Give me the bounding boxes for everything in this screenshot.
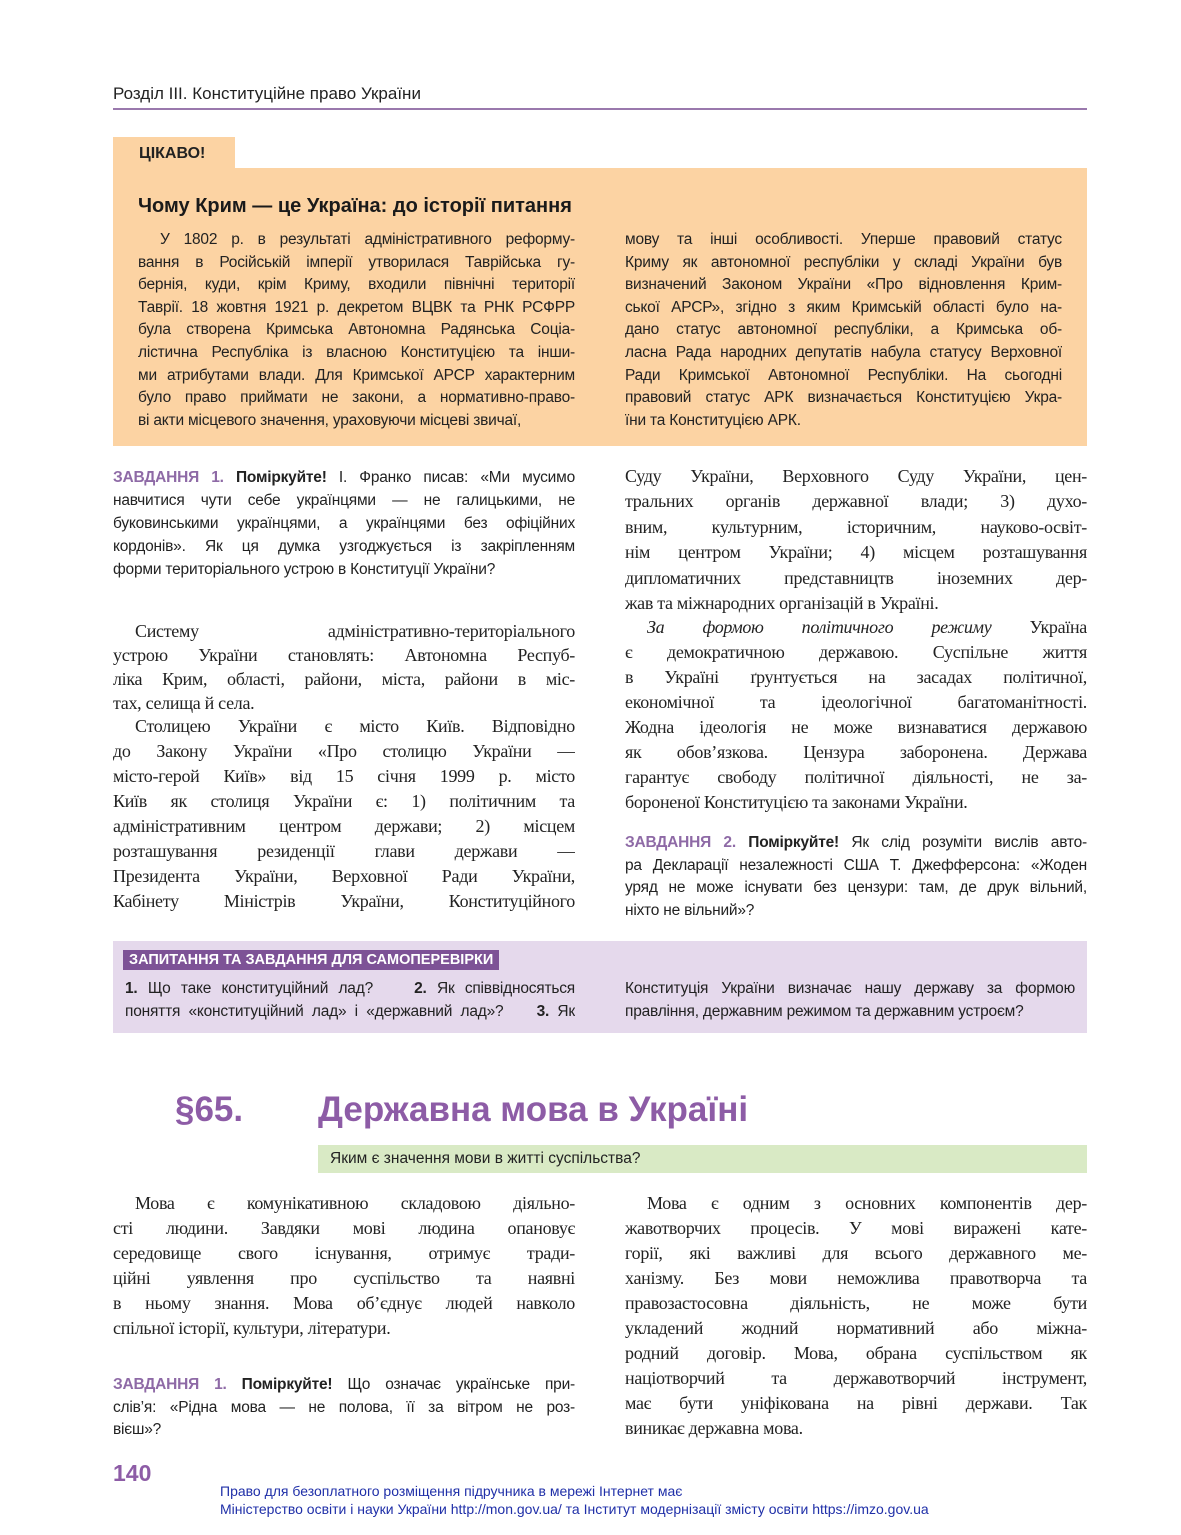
text-line: ра Декларації незалежності США Т. Джефферсона: «Жоден [625,856,1087,874]
text-line: ської АРСР», згідно з яким Кримській області було на- [625,298,1062,316]
text-line: кордонів». Як ця думка узгоджується із закріпленням [113,538,575,555]
text-line: Систему адміністративно-територіального [135,621,575,641]
page-number: 140 [113,1460,152,1486]
task-lines [113,489,575,581]
text-line: У 1802 р. в результаті адміністративного реформу- [160,231,575,248]
text-line: ласна Рада народних депутатів набула статусу Верховної [625,343,1062,361]
text-line: мову та інші особливості. Уперше правовий статус [625,231,1062,248]
text-line: Столицею України є місто Київ. Відповідно [135,716,575,736]
text-line: бернія, куди, крім Криму, входили північні території [138,276,575,294]
question: Як [549,1003,575,1020]
text-line: Суду України, Верховного Суду України, цен- [625,466,1087,486]
text-line: слів’я: «Рідна мова — не полова, її за вітром не роз- [113,1398,575,1416]
question: Як співвідносяться [426,980,575,997]
text-line: навчитися чути себе українцями — не галицькими, не [113,492,575,509]
text-line: визначений Законом України «Про відновлення Крим- [625,276,1062,294]
right-paragraph-2 [625,615,1087,815]
task-label: ЗАВДАННЯ 2. [625,834,736,851]
text-line: Конституція України визначає нашу державу за формою [625,980,1075,997]
text-line: лістична Республіка із власною Конституцією та інши- [138,343,575,361]
section-question: Яким є значення мови в житті суспільства? [318,1145,1087,1173]
section-number: §65. [175,1090,244,1129]
text-line: устрою України становлять: Автономна Респуб- [113,645,575,665]
text-line: місто-герой Київ» від 15 січня 1999 р. місто [113,766,575,786]
task-think: Поміркуйте! [235,469,327,486]
text-line: бороненої Конституцією та законами України. [625,792,968,812]
question: поняття «конституційний лад» і «державний лад»? [125,1003,504,1020]
text-line: ліка Крим, області, райони, міста, райони в міс- [113,669,575,689]
text-line: Жодна ідеологія не може визнаватися державою [625,717,1087,737]
left-paragraph-1 [113,619,575,715]
text-line: гарантує свободу політичної діяльності, не за- [625,767,1087,787]
text-line: середовище свого існування, отримує тради- [113,1243,575,1263]
task-text: І. Франко писав: «Ми мусимо [326,469,575,486]
text-line: уряд не може існувати без цензури: там, де друк вільний, [625,879,1087,897]
text-line: Ради Кримської Автономної Республіки. На сьогодні [625,366,1062,384]
text-line: дано статус автономної республіки, а Кримська об- [625,321,1062,339]
text-line: Криму як автономної республіки у складі України був [625,253,1062,271]
text-line: їни та Конституцією АРК. [625,411,801,429]
text-line: ханізму. Без мови неможлива правотворча та [625,1268,1087,1288]
task-label: ЗАВДАННЯ 1. [113,1376,227,1393]
text-line: була створена Кримська Автономна Радянська Соціа- [138,321,575,339]
section-left-paragraph [113,1191,575,1341]
q-number: 1. [125,980,138,997]
section-title: Державна мова в Україні [318,1090,749,1129]
text-line: було право приймати не закони, а нормативно-право- [138,389,575,407]
paragraph-lines [625,640,1087,815]
text-line: Президента України, Верховної Ради України, [113,866,575,886]
task-think: Поміркуйте! [748,834,840,851]
text-line: ми атрибутами влади. Для Кримської АРСР характерним [138,366,575,384]
text-line: нім центром України; 4) місцем розташування [625,542,1087,563]
task-think: Поміркуйте! [241,1376,333,1393]
text-line: тах, селища й села. [113,693,255,713]
header-divider [113,108,1087,110]
text-line: має бути уніфікована на рівні держави. Так [625,1393,1087,1413]
task-text: Що означає українське при- [332,1376,575,1393]
text-line: горії, які важливі для всього державного ме- [625,1243,1087,1263]
text-line: націотворчий та державотворчий інструмент, [625,1368,1087,1388]
text-line: дипломатичних представництв іноземних дер- [625,567,1087,588]
text-line: правління, державним режимом та державним устроєм? [625,1003,1024,1020]
self-check-left [125,977,575,1023]
q-number: 3. [536,1003,550,1020]
text-line: Мова є одним з основних компонентів дер- [647,1193,1087,1213]
text-line: родний договір. Мова, обрана суспільством як [625,1343,1087,1363]
text-line: вним, культурним, історичним, науково-освіт- [625,516,1087,537]
text-line: укладений жодний нормативний або міжна- [625,1318,1087,1338]
interesting-tab: ЦІКАВО! [113,137,235,169]
interesting-right-column [625,229,1062,432]
text-line: Мова є комунікативною складовою діяльно- [135,1193,575,1213]
text-line: тральних органів державної влади; 3) духо- [625,491,1087,512]
text-line: до Закону України «Про столицю України — [113,741,575,761]
section-task-1 [113,1374,575,1442]
text-line: виникає державна мова. [625,1418,803,1438]
text-line: форми територіального устрою в Конституції України? [113,561,496,578]
left-paragraph-2 [113,714,575,914]
emphasis: За формою політичного режиму [647,617,992,637]
text-line: Київ як столиця України є: 1) політичним та [113,791,575,811]
text-line: правовий статус АРК визначається Конституцією Укра- [625,389,1062,407]
text-line: в Україні ґрунтується на засадах політичної, [625,667,1087,687]
text-line: адміністративним центром держави; 2) місцем [113,816,575,836]
task-1 [113,466,575,581]
text-line: правозастосовна діяльність, не може бути [625,1293,1087,1313]
footer-line-1: Право для безоплатного розміщення підручника в мережі Інтернет має [220,1483,683,1499]
text-line: ніхто не вільний»? [625,902,755,920]
task-label: ЗАВДАННЯ 1. [113,469,224,486]
text-line: жав та міжнародних організацій в Україні. [625,593,939,614]
text-line: Кабінету Міністрів України, Конституційного [113,891,575,911]
task-lines [113,1397,575,1442]
text-line: сті людини. Завдяки мові людина опановує [113,1218,575,1238]
text-line: економічної та ідеологічної багатоманітності. [625,692,1087,712]
text-line: розташування резиденції глави держави — [113,841,575,861]
text-line: ційні уявлення про суспільство та наявні [113,1268,575,1288]
text-line: спільної історії, культури, літератури. [113,1318,391,1338]
text-line: вієш»? [113,1421,162,1438]
interesting-title: Чому Крим — це Україна: до історії питання [138,195,572,217]
self-check-label: ЗАПИТАННЯ ТА ЗАВДАННЯ ДЛЯ САМОПЕРЕВІРКИ [123,950,499,970]
task-2 [625,832,1087,923]
text-line: вання в Російській імперії утворилася Таврійська гу- [138,253,575,271]
interesting-left-column [138,229,575,432]
text-line: ві акти місцевого значення, ураховуючи місцеві звичаї, [138,411,522,429]
text: Україна [991,617,1087,637]
text-line: жавотворчих процесів. У мові виражені кате- [625,1218,1087,1238]
right-paragraph-1 [625,464,1087,616]
question: Що таке конституційний лад? [137,980,373,997]
q-number: 2. [414,980,427,997]
text-line: як обов’язкова. Цензура заборонена. Держава [625,742,1087,762]
text-line: Таврії. 18 жовтня 1921 р. декретом ВЦВК та РНК РСФРР [138,298,575,316]
text-line: є демократичною державою. Суспільне життя [625,642,1087,662]
running-head: Розділ III. Конституційне право України [113,84,421,103]
text-line: в ньому знання. Мова об’єднує людей навколо [113,1293,575,1313]
task-lines [625,855,1087,923]
section-right-paragraph [625,1191,1087,1441]
text-line: буковинськими українцями, а українцями без офіційних [113,515,575,532]
task-text: Як слід розуміти вислів авто- [839,834,1087,851]
self-check-right [625,977,1075,1023]
footer-line-2: Міністерство освіти і науки України http://mon.gov.ua/ та Інститут модернізації змісту освіти https://imzo.gov.ua [220,1501,929,1517]
